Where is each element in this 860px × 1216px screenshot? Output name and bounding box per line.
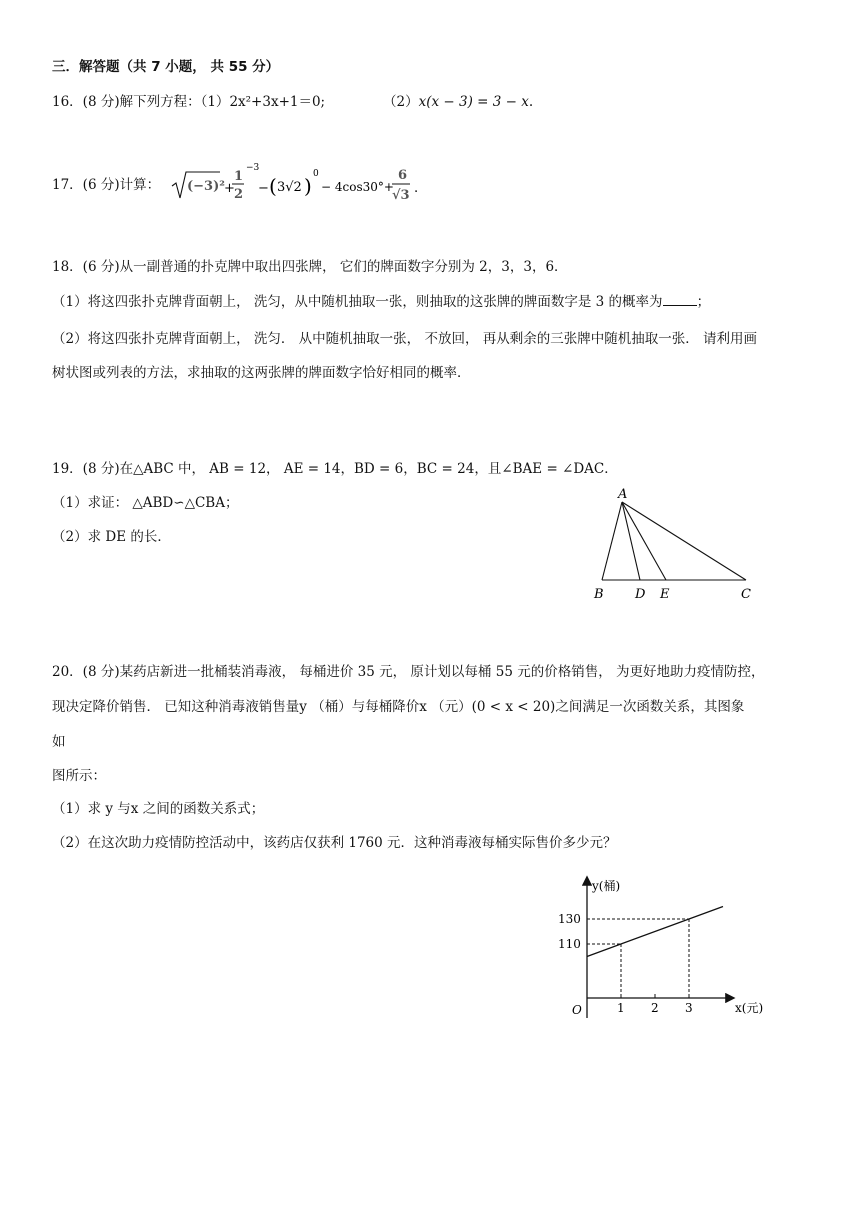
q20-line1: 20．(8 分)某药店新进一批桶装消毒液， 每桶进价 35 元， 原计划以每桶 55 元的价格销售， 为更好地助力疫情防控， xyxy=(52,664,765,680)
q17-radicand: (−3)² xyxy=(187,179,225,194)
q19-part1: （1）求证： △ABD∽△CBA； xyxy=(52,495,239,511)
y-axis-label: y(桶) xyxy=(592,879,621,893)
q17-term2: 3√2 xyxy=(277,180,302,195)
q19-stem: 19．(8 分)在△ABC 中， AB = 12， AE = 14，BD = 6，BC = 24，且∠BAE = ∠DAC． xyxy=(52,461,618,477)
question-16 xyxy=(52,93,325,111)
q18-part1-end: ； xyxy=(696,294,711,310)
sales-function-chart xyxy=(550,872,790,1022)
x-tick-label: 3 xyxy=(685,1001,693,1015)
q17-frac2-num: 6 xyxy=(398,168,408,183)
segment-ae xyxy=(622,502,666,580)
q16-part2 xyxy=(383,93,533,111)
vertex-label-b: B xyxy=(594,587,604,602)
vertex-label-c: C xyxy=(741,587,751,602)
svg-text:−: − xyxy=(258,181,269,196)
q16-part1-prefix: （1） xyxy=(200,94,230,110)
segment-ab xyxy=(602,502,622,580)
q16-label: 16．(8 分)解下列方程： xyxy=(52,94,201,110)
q17-label: 17．(6 分)计算： xyxy=(52,177,161,193)
q20-line3: 如 xyxy=(52,734,66,750)
q20-part1: （1）求 y 与x 之间的函数关系式； xyxy=(52,801,265,817)
q16-part2-prefix: （2） xyxy=(383,94,419,110)
q17-end: . xyxy=(414,181,419,196)
answer-blank xyxy=(663,293,697,306)
function-line xyxy=(587,907,723,957)
q18-stem: 18．(6 分)从一副普通的扑克牌中取出四张牌， 它们的牌面数字分别为 2，3，3，6． xyxy=(52,259,568,275)
x-tick-label: 2 xyxy=(651,1001,659,1015)
svg-text:+: + xyxy=(224,181,235,196)
q18-part1 xyxy=(52,293,710,311)
triangle-figure xyxy=(586,484,766,604)
svg-text:): ) xyxy=(304,174,312,198)
y-tick-label: 130 xyxy=(558,912,581,926)
q20-part2: （2）在这次助力疫情防控活动中，该药店仅获利 1760 元．这种消毒液每桶实际售价多少元？ xyxy=(52,835,617,851)
q18-part1-text: （1）将这四张扑克牌背面朝上， 洗匀，从中随机抽取一张，则抽取的这张牌的牌面数字是 3 的概率为 xyxy=(52,294,663,310)
segment-ac xyxy=(622,502,746,580)
q20-line4: 图所示： xyxy=(52,768,106,784)
vertex-label-a: A xyxy=(618,487,628,502)
svg-text:(: ( xyxy=(269,174,277,198)
q17-frac1-num: 1 xyxy=(234,169,244,184)
x-axis-label: x(元) xyxy=(735,1001,764,1015)
section-heading: 三．解答题（共 7 小题， 共 55 分） xyxy=(52,59,280,75)
q17-expression xyxy=(166,162,446,206)
q17-exp2: 0 xyxy=(313,169,319,179)
q17-frac1-den: 2 xyxy=(234,187,244,202)
y-tick-label: 110 xyxy=(558,937,581,951)
q20-line2: 现决定降价销售． 已知这种消毒液销售量y （桶）与每桶降价x （元）(0 < x < 20)之间满足一次函数关系，其图象 xyxy=(52,699,745,715)
q18-part2-line1: （2）将这四张扑克牌背面朝上， 洗匀． 从中随机抽取一张， 不放回， 再从剩余的三张牌中随机抽取一张． 请利用画 xyxy=(52,331,758,347)
q17-exp1: −3 xyxy=(246,163,260,173)
q17-frac2-den: √3 xyxy=(392,188,410,203)
q17-term3: − 4cos30°+ xyxy=(321,180,394,194)
x-tick-label: 1 xyxy=(617,1001,625,1015)
q19-part2: （2）求 DE 的长． xyxy=(52,529,171,545)
q18-part2-line2: 树状图或列表的方法，求抽取的这两张牌的牌面数字恰好相同的概率． xyxy=(52,365,471,381)
origin-label: O xyxy=(572,1003,582,1017)
q16-part1-equation: 2x²+3x+1＝0; xyxy=(229,94,326,110)
q16-part2-equation: x(x − 3) = 3 − x xyxy=(418,94,529,110)
segment-ad xyxy=(622,502,640,580)
vertex-label-d: D xyxy=(635,587,646,602)
q16-part2-end: . xyxy=(528,94,534,110)
vertex-label-e: E xyxy=(660,587,670,602)
